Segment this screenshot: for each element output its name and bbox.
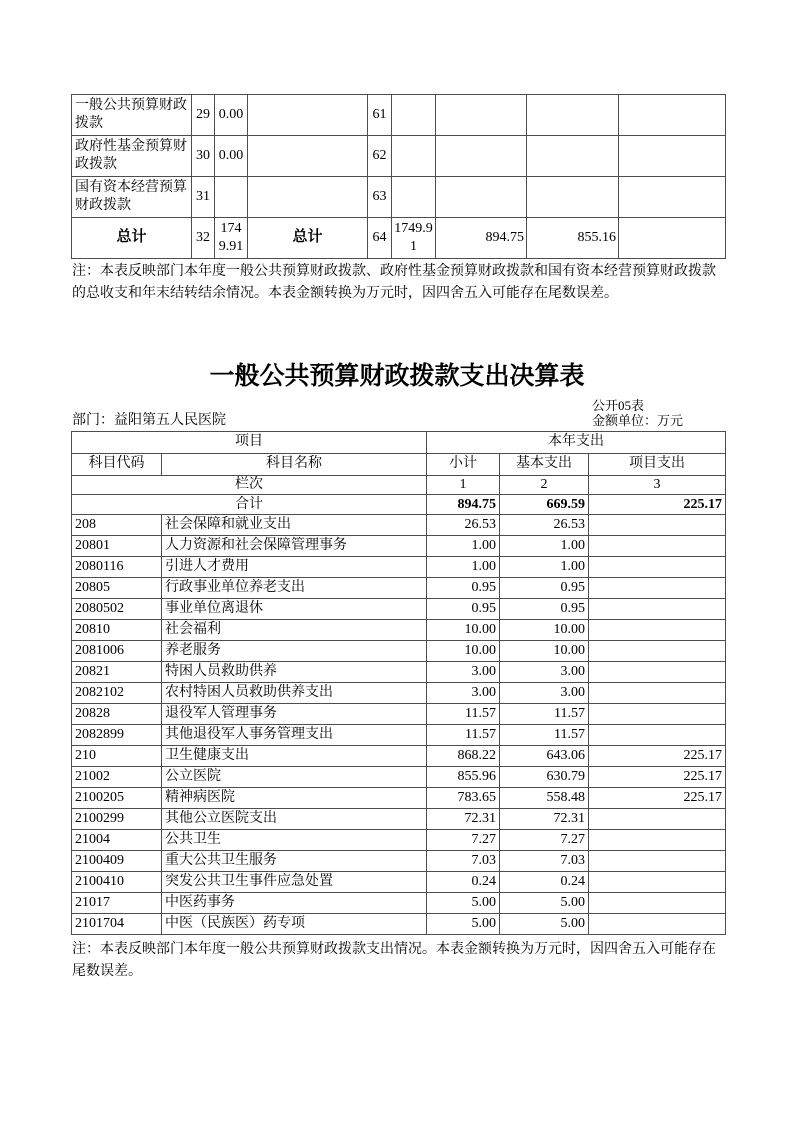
table-row bbox=[72, 599, 726, 620]
subtotal-cell: 7.27 bbox=[427, 830, 500, 851]
subtotal-cell: 11.57 bbox=[427, 725, 500, 746]
basic-expense-cell: 10.00 bbox=[500, 620, 589, 641]
table-code-label: 公开05表 bbox=[592, 398, 645, 413]
basic-expense-cell: 630.79 bbox=[500, 767, 589, 788]
subject-code-cell: 210 bbox=[72, 746, 162, 767]
subject-name-cell: 其他公立医院支出 bbox=[162, 809, 427, 830]
table-row bbox=[72, 536, 726, 557]
amount-cell bbox=[392, 136, 436, 177]
basic-expense-cell: 5.00 bbox=[500, 914, 589, 935]
subject-code-cell: 2100205 bbox=[72, 788, 162, 809]
table-row bbox=[72, 620, 726, 641]
subtotal-cell: 1.00 bbox=[427, 536, 500, 557]
project-expense-cell: 225.17 bbox=[589, 746, 726, 767]
basic-expense-cell: 5.00 bbox=[500, 893, 589, 914]
subject-name-cell: 社会保障和就业支出 bbox=[162, 515, 427, 536]
summary-table-body bbox=[72, 95, 726, 259]
subtotal-cell: 0.95 bbox=[427, 578, 500, 599]
subtotal-cell: 3.00 bbox=[427, 683, 500, 704]
total-basic-expense: 669.59 bbox=[500, 495, 589, 515]
amount-cell bbox=[619, 95, 726, 136]
subject-code-cell: 20810 bbox=[72, 620, 162, 641]
basic-expense-cell: 7.27 bbox=[500, 830, 589, 851]
amount-cell: 1749.91 bbox=[392, 218, 436, 259]
basic-expense-cell: 0.95 bbox=[500, 599, 589, 620]
row-label-cell: 总计 bbox=[72, 218, 192, 259]
project-expense-cell bbox=[589, 704, 726, 725]
amount-cell: 1749.91 bbox=[215, 218, 248, 259]
subject-name-cell: 中医药事务 bbox=[162, 893, 427, 914]
table-row bbox=[72, 515, 726, 536]
table-row bbox=[72, 893, 726, 914]
table-row bbox=[72, 557, 726, 578]
amount-cell bbox=[527, 177, 619, 218]
subject-code-cell: 2080502 bbox=[72, 599, 162, 620]
subject-name-cell: 退役军人管理事务 bbox=[162, 704, 427, 725]
row-number-cell: 64 bbox=[368, 218, 392, 259]
project-expense-cell bbox=[589, 578, 726, 599]
basic-expense-cell: 3.00 bbox=[500, 662, 589, 683]
project-expense-cell bbox=[589, 515, 726, 536]
table-row bbox=[72, 851, 726, 872]
amount-cell bbox=[436, 136, 527, 177]
basic-expense-cell: 3.00 bbox=[500, 683, 589, 704]
subject-name-cell: 精神病医院 bbox=[162, 788, 427, 809]
subject-code-cell: 2082102 bbox=[72, 683, 162, 704]
column-index-2: 2 bbox=[500, 476, 589, 495]
subtotal-cell: 3.00 bbox=[427, 662, 500, 683]
subtotal-cell: 1.00 bbox=[427, 557, 500, 578]
basic-expense-cell: 1.00 bbox=[500, 557, 589, 578]
header-row-columns bbox=[72, 454, 726, 476]
table-row bbox=[72, 177, 726, 218]
subject-code-cell: 2100299 bbox=[72, 809, 162, 830]
subject-name-cell: 养老服务 bbox=[162, 641, 427, 662]
table-row bbox=[72, 746, 726, 767]
table-row bbox=[72, 767, 726, 788]
header-row-groups bbox=[72, 432, 726, 454]
header-subject-code: 科目代码 bbox=[72, 454, 162, 476]
subject-name-cell: 中医（民族医）药专项 bbox=[162, 914, 427, 935]
basic-expense-cell: 0.95 bbox=[500, 578, 589, 599]
table-row bbox=[72, 830, 726, 851]
column-index-label: 栏次 bbox=[72, 476, 427, 495]
amount-cell bbox=[619, 136, 726, 177]
total-label: 合计 bbox=[72, 495, 427, 515]
amount-cell bbox=[619, 218, 726, 259]
row-label-cell bbox=[248, 95, 368, 136]
subtotal-cell: 855.96 bbox=[427, 767, 500, 788]
header-current-year: 本年支出 bbox=[427, 432, 726, 454]
project-expense-cell bbox=[589, 830, 726, 851]
table-row bbox=[72, 872, 726, 893]
amount-cell bbox=[436, 177, 527, 218]
subtotal-cell: 72.31 bbox=[427, 809, 500, 830]
department-label: 部门：益阳第五人民医院 bbox=[72, 413, 226, 428]
column-index-row bbox=[72, 476, 726, 495]
row-number-cell: 61 bbox=[368, 95, 392, 136]
header-subtotal: 小计 bbox=[427, 454, 500, 476]
subtotal-cell: 11.57 bbox=[427, 704, 500, 725]
basic-expense-cell: 0.24 bbox=[500, 872, 589, 893]
amount-cell: 894.75 bbox=[436, 218, 527, 259]
project-expense-cell bbox=[589, 662, 726, 683]
basic-expense-cell: 11.57 bbox=[500, 704, 589, 725]
subject-name-cell: 引进人才费用 bbox=[162, 557, 427, 578]
table-row bbox=[72, 218, 726, 259]
amount-cell: 855.16 bbox=[527, 218, 619, 259]
subtotal-cell: 0.24 bbox=[427, 872, 500, 893]
table-row bbox=[72, 95, 726, 136]
unit-label: 金额单位：万元 bbox=[592, 413, 684, 428]
table-row bbox=[72, 683, 726, 704]
row-number-cell: 29 bbox=[192, 95, 215, 136]
basic-expense-cell: 7.03 bbox=[500, 851, 589, 872]
subject-name-cell: 农村特困人员救助供养支出 bbox=[162, 683, 427, 704]
project-expense-cell: 225.17 bbox=[589, 788, 726, 809]
basic-expense-cell: 26.53 bbox=[500, 515, 589, 536]
project-expense-cell bbox=[589, 620, 726, 641]
subject-name-cell: 重大公共卫生服务 bbox=[162, 851, 427, 872]
subject-code-cell: 20821 bbox=[72, 662, 162, 683]
header-project-expense: 项目支出 bbox=[589, 454, 726, 476]
subtotal-cell: 868.22 bbox=[427, 746, 500, 767]
subject-code-cell: 20801 bbox=[72, 536, 162, 557]
project-expense-cell bbox=[589, 914, 726, 935]
project-expense-cell bbox=[589, 893, 726, 914]
subject-name-cell: 其他退役军人事务管理支出 bbox=[162, 725, 427, 746]
amount-cell bbox=[392, 95, 436, 136]
amount-cell bbox=[527, 95, 619, 136]
subject-name-cell: 公共卫生 bbox=[162, 830, 427, 851]
row-number-cell: 31 bbox=[192, 177, 215, 218]
total-row bbox=[72, 495, 726, 515]
total-project-expense: 225.17 bbox=[589, 495, 726, 515]
basic-expense-cell: 72.31 bbox=[500, 809, 589, 830]
row-number-cell: 63 bbox=[368, 177, 392, 218]
expenditure-table bbox=[71, 431, 726, 935]
subtotal-cell: 26.53 bbox=[427, 515, 500, 536]
subtotal-cell: 0.95 bbox=[427, 599, 500, 620]
subject-code-cell: 21017 bbox=[72, 893, 162, 914]
page-title: 一般公共预算财政拨款支出决算表 bbox=[209, 362, 585, 390]
table-row bbox=[72, 136, 726, 177]
row-number-cell: 30 bbox=[192, 136, 215, 177]
header-project: 项目 bbox=[72, 432, 427, 454]
subject-code-cell: 21004 bbox=[72, 830, 162, 851]
row-label-cell: 一般公共预算财政拨款 bbox=[72, 95, 192, 136]
subject-code-cell: 20828 bbox=[72, 704, 162, 725]
subject-code-cell: 2101704 bbox=[72, 914, 162, 935]
amount-cell bbox=[527, 136, 619, 177]
expenditure-table-note: 注：本表反映部门本年度一般公共预算财政拨款支出情况。本表金额转换为万元时，因四舍五入可能存在尾数误差。 bbox=[72, 942, 716, 979]
project-expense-cell bbox=[589, 557, 726, 578]
subject-code-cell: 2082899 bbox=[72, 725, 162, 746]
subject-name-cell: 人力资源和社会保障管理事务 bbox=[162, 536, 427, 557]
subject-code-cell: 2100410 bbox=[72, 872, 162, 893]
total-subtotal: 894.75 bbox=[427, 495, 500, 515]
subject-name-cell: 行政事业单位养老支出 bbox=[162, 578, 427, 599]
table-row bbox=[72, 914, 726, 935]
project-expense-cell bbox=[589, 851, 726, 872]
subject-code-cell: 2080116 bbox=[72, 557, 162, 578]
project-expense-cell bbox=[589, 536, 726, 557]
amount-cell bbox=[619, 177, 726, 218]
basic-expense-cell: 11.57 bbox=[500, 725, 589, 746]
subject-code-cell: 20805 bbox=[72, 578, 162, 599]
summary-table bbox=[71, 94, 726, 259]
header-basic-expense: 基本支出 bbox=[500, 454, 589, 476]
subject-code-cell: 2100409 bbox=[72, 851, 162, 872]
subtotal-cell: 10.00 bbox=[427, 620, 500, 641]
row-label-cell bbox=[248, 177, 368, 218]
subtotal-cell: 10.00 bbox=[427, 641, 500, 662]
amount-cell bbox=[392, 177, 436, 218]
column-index-1: 1 bbox=[427, 476, 500, 495]
row-label-cell: 政府性基金预算财政拨款 bbox=[72, 136, 192, 177]
expenditure-table-header bbox=[72, 432, 726, 515]
amount-cell: 0.00 bbox=[215, 136, 248, 177]
basic-expense-cell: 1.00 bbox=[500, 536, 589, 557]
amount-cell bbox=[436, 95, 527, 136]
amount-cell bbox=[215, 177, 248, 218]
row-label-cell: 国有资本经营预算财政拨款 bbox=[72, 177, 192, 218]
table-row bbox=[72, 725, 726, 746]
subtotal-cell: 7.03 bbox=[427, 851, 500, 872]
amount-cell: 0.00 bbox=[215, 95, 248, 136]
header-subject-name: 科目名称 bbox=[162, 454, 427, 476]
expenditure-table-body bbox=[72, 515, 726, 935]
subtotal-cell: 783.65 bbox=[427, 788, 500, 809]
basic-expense-cell: 558.48 bbox=[500, 788, 589, 809]
row-number-cell: 62 bbox=[368, 136, 392, 177]
project-expense-cell: 225.17 bbox=[589, 767, 726, 788]
basic-expense-cell: 10.00 bbox=[500, 641, 589, 662]
table-row bbox=[72, 704, 726, 725]
subject-code-cell: 208 bbox=[72, 515, 162, 536]
project-expense-cell bbox=[589, 599, 726, 620]
subtotal-cell: 5.00 bbox=[427, 893, 500, 914]
subject-code-cell: 21002 bbox=[72, 767, 162, 788]
row-label-cell: 总计 bbox=[248, 218, 368, 259]
subject-name-cell: 社会福利 bbox=[162, 620, 427, 641]
subject-name-cell: 突发公共卫生事件应急处置 bbox=[162, 872, 427, 893]
project-expense-cell bbox=[589, 683, 726, 704]
project-expense-cell bbox=[589, 641, 726, 662]
column-index-3: 3 bbox=[589, 476, 726, 495]
subject-code-cell: 2081006 bbox=[72, 641, 162, 662]
subject-name-cell: 特困人员救助供养 bbox=[162, 662, 427, 683]
table-row bbox=[72, 578, 726, 599]
table-row bbox=[72, 662, 726, 683]
summary-table-note: 注：本表反映部门本年度一般公共预算财政拨款、政府性基金预算财政拨款和国有资本经营预算财政拨款的总收支和年末结转结余情况。本表金额转换为万元时，因四舍五入可能存在尾数误差。 bbox=[72, 264, 716, 301]
row-number-cell: 32 bbox=[192, 218, 215, 259]
subtotal-cell: 5.00 bbox=[427, 914, 500, 935]
project-expense-cell bbox=[589, 725, 726, 746]
project-expense-cell bbox=[589, 809, 726, 830]
table-row bbox=[72, 641, 726, 662]
table-row bbox=[72, 809, 726, 830]
row-label-cell bbox=[248, 136, 368, 177]
project-expense-cell bbox=[589, 872, 726, 893]
table-row bbox=[72, 788, 726, 809]
subject-name-cell: 公立医院 bbox=[162, 767, 427, 788]
subject-name-cell: 卫生健康支出 bbox=[162, 746, 427, 767]
basic-expense-cell: 643.06 bbox=[500, 746, 589, 767]
subject-name-cell: 事业单位离退休 bbox=[162, 599, 427, 620]
